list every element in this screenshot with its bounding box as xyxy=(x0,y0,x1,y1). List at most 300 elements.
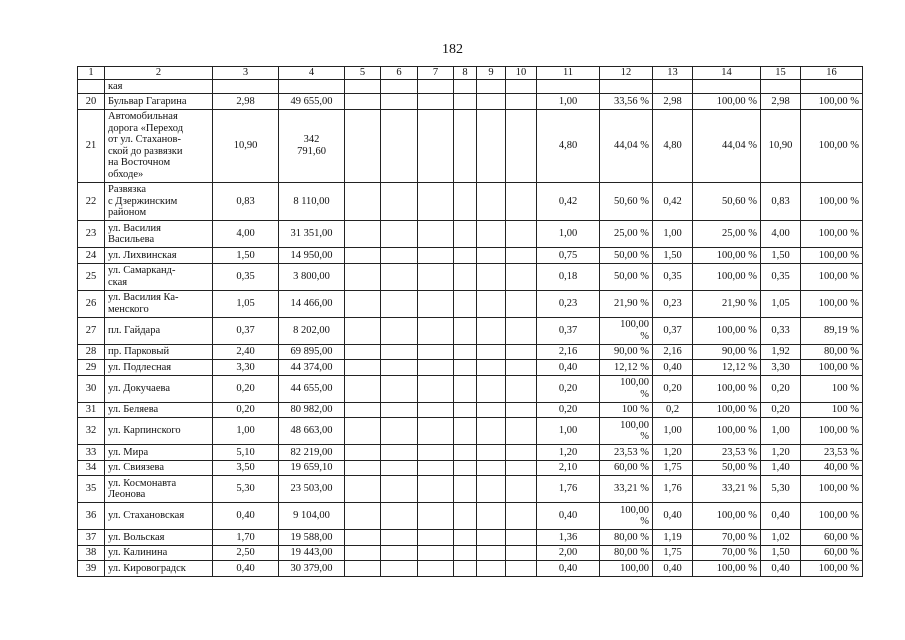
col-15-value: 1,92 xyxy=(761,344,801,360)
empty-cell xyxy=(477,344,506,360)
col-3-value: 0,40 xyxy=(213,503,279,530)
col-4-value: 8 110,00 xyxy=(279,182,345,221)
col-14-value: 100,00 % xyxy=(693,317,761,344)
empty-cell xyxy=(381,460,418,476)
empty-cell xyxy=(418,445,454,461)
continuation-row xyxy=(78,80,863,94)
col-16-value: 100,00 % xyxy=(801,360,863,376)
empty-cell xyxy=(477,402,506,418)
col-13-value: 1,00 xyxy=(653,418,693,445)
empty-cell xyxy=(345,476,381,503)
street-name: ул. Космонавта Леонова xyxy=(105,476,213,503)
col-14-value: 50,60 % xyxy=(693,182,761,221)
col-11-value: 0,42 xyxy=(537,182,600,221)
empty-cell xyxy=(345,418,381,445)
col-11-value: 0,23 xyxy=(537,290,600,317)
col-16-value: 100 % xyxy=(801,402,863,418)
table-row xyxy=(78,561,863,577)
empty-cell xyxy=(345,109,381,182)
col-13-value: 2,98 xyxy=(653,94,693,110)
empty-cell xyxy=(418,460,454,476)
col-4-value: 49 655,00 xyxy=(279,94,345,110)
col-3-value: 0,40 xyxy=(213,561,279,577)
column-header-1: 1 xyxy=(78,67,105,80)
col-12-value: 100,00 % xyxy=(600,375,653,402)
col-16-value: 100,00 % xyxy=(801,182,863,221)
empty-cell xyxy=(506,221,537,248)
col-16-value: 100,00 % xyxy=(801,263,863,290)
empty-cell xyxy=(506,182,537,221)
street-name: пр. Парковый xyxy=(105,344,213,360)
col-15-value: 4,00 xyxy=(761,221,801,248)
empty-cell xyxy=(506,263,537,290)
empty-cell xyxy=(418,263,454,290)
empty-cell xyxy=(454,290,477,317)
col-15-value: 1,20 xyxy=(761,445,801,461)
empty-cell xyxy=(537,80,600,94)
empty-cell xyxy=(454,182,477,221)
empty-cell xyxy=(213,80,279,94)
empty-cell xyxy=(454,460,477,476)
col-4-value: 342 791,60 xyxy=(279,109,345,182)
col-4-value: 23 503,00 xyxy=(279,476,345,503)
column-header-6: 6 xyxy=(381,67,418,80)
col-12-value: 100 % xyxy=(600,402,653,418)
col-15-value: 5,30 xyxy=(761,476,801,503)
empty-cell xyxy=(381,221,418,248)
col-13-value: 0,23 xyxy=(653,290,693,317)
col-14-value: 100,00 % xyxy=(693,263,761,290)
empty-cell xyxy=(418,561,454,577)
col-4-value: 31 351,00 xyxy=(279,221,345,248)
col-12-value: 50,00 % xyxy=(600,263,653,290)
row-number: 28 xyxy=(78,344,105,360)
col-12-value: 100,00 % xyxy=(600,317,653,344)
street-name: Автомобильная дорога «Переход от ул. Стаханов- ской до развязки на Восточном обходе» xyxy=(105,109,213,182)
col-16-value: 100,00 % xyxy=(801,418,863,445)
col-13-value: 0,40 xyxy=(653,360,693,376)
table-row xyxy=(78,360,863,376)
data-table xyxy=(77,66,863,577)
row-number: 20 xyxy=(78,94,105,110)
col-11-value: 1,76 xyxy=(537,476,600,503)
col-4-value: 19 659,10 xyxy=(279,460,345,476)
column-header-4: 4 xyxy=(279,67,345,80)
col-16-value: 40,00 % xyxy=(801,460,863,476)
empty-cell xyxy=(454,317,477,344)
col-13-value: 1,75 xyxy=(653,460,693,476)
col-11-value: 1,20 xyxy=(537,445,600,461)
empty-cell xyxy=(418,221,454,248)
col-16-value: 100,00 % xyxy=(801,290,863,317)
col-12-value: 12,12 % xyxy=(600,360,653,376)
table-row xyxy=(78,503,863,530)
row-number: 36 xyxy=(78,503,105,530)
empty-cell xyxy=(418,360,454,376)
col-14-value: 44,04 % xyxy=(693,109,761,182)
empty-cell xyxy=(345,402,381,418)
table-row xyxy=(78,317,863,344)
col-15-value: 0,40 xyxy=(761,503,801,530)
empty-cell xyxy=(477,263,506,290)
empty-cell xyxy=(454,418,477,445)
street-name: ул. Карпинского xyxy=(105,418,213,445)
empty-cell xyxy=(418,290,454,317)
col-15-value: 1,02 xyxy=(761,530,801,546)
column-header-16: 16 xyxy=(801,67,863,80)
col-15-value: 1,40 xyxy=(761,460,801,476)
col-15-value: 0,40 xyxy=(761,561,801,577)
empty-cell xyxy=(506,290,537,317)
table-row xyxy=(78,530,863,546)
col-12-value: 80,00 % xyxy=(600,530,653,546)
empty-cell xyxy=(381,530,418,546)
empty-cell xyxy=(454,503,477,530)
row-number: 37 xyxy=(78,530,105,546)
col-13-value: 2,16 xyxy=(653,344,693,360)
empty-cell xyxy=(345,263,381,290)
empty-cell xyxy=(345,530,381,546)
empty-cell xyxy=(600,80,653,94)
col-11-value: 1,00 xyxy=(537,94,600,110)
col-12-value: 44,04 % xyxy=(600,109,653,182)
empty-cell xyxy=(454,545,477,561)
col-4-value: 44 655,00 xyxy=(279,375,345,402)
col-3-value: 1,05 xyxy=(213,290,279,317)
col-12-value: 33,56 % xyxy=(600,94,653,110)
empty-cell xyxy=(506,80,537,94)
street-name: Развязка с Дзержинским районом xyxy=(105,182,213,221)
empty-cell xyxy=(418,109,454,182)
empty-cell xyxy=(653,80,693,94)
empty-cell xyxy=(418,248,454,264)
empty-cell xyxy=(381,248,418,264)
col-13-value: 1,19 xyxy=(653,530,693,546)
col-16-value: 100,00 % xyxy=(801,221,863,248)
empty-cell xyxy=(477,182,506,221)
col-12-value: 100,00 % xyxy=(600,418,653,445)
street-name: ул. Беляева xyxy=(105,402,213,418)
row-number: 29 xyxy=(78,360,105,376)
col-15-value: 0,20 xyxy=(761,402,801,418)
col-3-value: 1,70 xyxy=(213,530,279,546)
col-4-value: 44 374,00 xyxy=(279,360,345,376)
column-header-3: 3 xyxy=(213,67,279,80)
empty-cell xyxy=(345,221,381,248)
col-16-value: 80,00 % xyxy=(801,344,863,360)
empty-cell xyxy=(506,402,537,418)
col-3-value: 2,98 xyxy=(213,94,279,110)
empty-cell xyxy=(345,503,381,530)
col-11-value: 2,00 xyxy=(537,545,600,561)
empty-cell xyxy=(381,445,418,461)
empty-cell xyxy=(506,460,537,476)
col-14-value: 23,53 % xyxy=(693,445,761,461)
empty-cell xyxy=(477,503,506,530)
row-number: 21 xyxy=(78,109,105,182)
col-14-value: 100,00 % xyxy=(693,248,761,264)
empty-cell xyxy=(418,80,454,94)
col-16-value: 100,00 % xyxy=(801,248,863,264)
empty-cell xyxy=(477,445,506,461)
column-header-7: 7 xyxy=(418,67,454,80)
empty-cell xyxy=(381,561,418,577)
empty-cell xyxy=(345,317,381,344)
empty-cell xyxy=(381,375,418,402)
col-13-value: 0,20 xyxy=(653,375,693,402)
col-11-value: 0,20 xyxy=(537,402,600,418)
col-4-value: 19 443,00 xyxy=(279,545,345,561)
empty-cell xyxy=(761,80,801,94)
col-16-value: 100,00 % xyxy=(801,503,863,530)
empty-cell xyxy=(418,344,454,360)
col-16-value: 100,00 % xyxy=(801,94,863,110)
empty-cell xyxy=(454,530,477,546)
empty-cell xyxy=(477,476,506,503)
col-16-value: 100,00 % xyxy=(801,476,863,503)
col-14-value: 90,00 % xyxy=(693,344,761,360)
empty-cell xyxy=(477,375,506,402)
empty-cell xyxy=(477,530,506,546)
street-name: Бульвар Гагарина xyxy=(105,94,213,110)
col-14-value: 100,00 % xyxy=(693,561,761,577)
street-name: ул. Стахановская xyxy=(105,503,213,530)
empty-cell xyxy=(506,545,537,561)
empty-cell xyxy=(345,460,381,476)
column-header-2: 2 xyxy=(105,67,213,80)
empty-cell xyxy=(345,375,381,402)
empty-cell xyxy=(345,80,381,94)
row-number: 39 xyxy=(78,561,105,577)
empty-cell xyxy=(506,476,537,503)
empty-cell xyxy=(381,418,418,445)
row-number: 27 xyxy=(78,317,105,344)
col-14-value: 33,21 % xyxy=(693,476,761,503)
row-number: 31 xyxy=(78,402,105,418)
empty-cell xyxy=(381,109,418,182)
col-13-value: 0,40 xyxy=(653,503,693,530)
table-row xyxy=(78,263,863,290)
col-13-value: 0,40 xyxy=(653,561,693,577)
empty-cell xyxy=(418,418,454,445)
empty-cell xyxy=(454,360,477,376)
col-12-value: 25,00 % xyxy=(600,221,653,248)
row-number: 38 xyxy=(78,545,105,561)
empty-cell xyxy=(454,80,477,94)
col-16-value: 100,00 % xyxy=(801,561,863,577)
empty-cell xyxy=(454,375,477,402)
table-row xyxy=(78,545,863,561)
empty-cell xyxy=(506,94,537,110)
empty-cell xyxy=(477,360,506,376)
col-3-value: 2,50 xyxy=(213,545,279,561)
street-name: ул. Лихвинская xyxy=(105,248,213,264)
column-header-12: 12 xyxy=(600,67,653,80)
col-16-value: 89,19 % xyxy=(801,317,863,344)
col-15-value: 1,00 xyxy=(761,418,801,445)
col-14-value: 100,00 % xyxy=(693,375,761,402)
col-3-value: 0,20 xyxy=(213,375,279,402)
street-name: ул. Василия Васильева xyxy=(105,221,213,248)
col-12-value: 21,90 % xyxy=(600,290,653,317)
street-name: ул. Вольская xyxy=(105,530,213,546)
col-13-value: 1,50 xyxy=(653,248,693,264)
empty-cell xyxy=(506,503,537,530)
column-header-9: 9 xyxy=(477,67,506,80)
col-4-value: 14 466,00 xyxy=(279,290,345,317)
table-row xyxy=(78,109,863,182)
empty-cell xyxy=(345,360,381,376)
col-14-value: 12,12 % xyxy=(693,360,761,376)
column-header-14: 14 xyxy=(693,67,761,80)
col-4-value: 19 588,00 xyxy=(279,530,345,546)
empty-cell xyxy=(506,109,537,182)
empty-cell xyxy=(418,503,454,530)
table-row xyxy=(78,344,863,360)
empty-cell xyxy=(381,263,418,290)
col-12-value: 23,53 % xyxy=(600,445,653,461)
col-16-value: 60,00 % xyxy=(801,545,863,561)
column-header-15: 15 xyxy=(761,67,801,80)
col-12-value: 90,00 % xyxy=(600,344,653,360)
street-name: ул. Кировоградск xyxy=(105,561,213,577)
col-11-value: 1,00 xyxy=(537,221,600,248)
row-number: 35 xyxy=(78,476,105,503)
col-13-value: 0,42 xyxy=(653,182,693,221)
col-3-value: 0,35 xyxy=(213,263,279,290)
col-16-value: 23,53 % xyxy=(801,445,863,461)
table-row xyxy=(78,182,863,221)
row-number: 34 xyxy=(78,460,105,476)
col-13-value: 1,00 xyxy=(653,221,693,248)
col-11-value: 2,10 xyxy=(537,460,600,476)
col-14-value: 50,00 % xyxy=(693,460,761,476)
col-11-value: 1,36 xyxy=(537,530,600,546)
col-15-value: 0,35 xyxy=(761,263,801,290)
col-4-value: 30 379,00 xyxy=(279,561,345,577)
col-3-value: 0,37 xyxy=(213,317,279,344)
table-row xyxy=(78,248,863,264)
street-name: пл. Гайдара xyxy=(105,317,213,344)
empty-cell xyxy=(506,530,537,546)
col-4-value: 3 800,00 xyxy=(279,263,345,290)
col-15-value: 2,98 xyxy=(761,94,801,110)
col-11-value: 0,37 xyxy=(537,317,600,344)
empty-cell xyxy=(477,418,506,445)
col-12-value: 50,00 % xyxy=(600,248,653,264)
empty-cell xyxy=(477,317,506,344)
empty-cell xyxy=(477,80,506,94)
col-3-value: 3,50 xyxy=(213,460,279,476)
col-14-value: 25,00 % xyxy=(693,221,761,248)
col-4-value: 9 104,00 xyxy=(279,503,345,530)
col-14-value: 21,90 % xyxy=(693,290,761,317)
col-11-value: 0,18 xyxy=(537,263,600,290)
col-12-value: 33,21 % xyxy=(600,476,653,503)
table-row xyxy=(78,94,863,110)
street-name: ул. Свиязева xyxy=(105,460,213,476)
empty-cell xyxy=(506,418,537,445)
empty-cell xyxy=(454,263,477,290)
column-header-10: 10 xyxy=(506,67,537,80)
empty-cell xyxy=(345,545,381,561)
col-4-value: 48 663,00 xyxy=(279,418,345,445)
empty-cell xyxy=(477,221,506,248)
column-header-8: 8 xyxy=(454,67,477,80)
empty-cell xyxy=(381,344,418,360)
empty-cell xyxy=(454,561,477,577)
col-3-value: 1,00 xyxy=(213,418,279,445)
header-row xyxy=(78,67,863,80)
empty-cell xyxy=(801,80,863,94)
col-13-value: 0,37 xyxy=(653,317,693,344)
row-number: 22 xyxy=(78,182,105,221)
col-15-value: 10,90 xyxy=(761,109,801,182)
col-11-value: 2,16 xyxy=(537,344,600,360)
empty-cell xyxy=(418,317,454,344)
table-row xyxy=(78,221,863,248)
col-13-value: 0,2 xyxy=(653,402,693,418)
empty-cell xyxy=(454,109,477,182)
col-11-value: 0,75 xyxy=(537,248,600,264)
empty-cell xyxy=(381,360,418,376)
empty-cell xyxy=(345,445,381,461)
row-number: 32 xyxy=(78,418,105,445)
col-12-value: 100,00 xyxy=(600,561,653,577)
col-13-value: 0,35 xyxy=(653,263,693,290)
col-14-value: 100,00 % xyxy=(693,503,761,530)
col-14-value: 70,00 % xyxy=(693,530,761,546)
col-16-value: 60,00 % xyxy=(801,530,863,546)
col-15-value: 1,50 xyxy=(761,248,801,264)
page-number: 182 xyxy=(442,42,463,57)
empty-cell xyxy=(693,80,761,94)
empty-cell xyxy=(418,182,454,221)
empty-cell xyxy=(477,460,506,476)
empty-cell xyxy=(454,402,477,418)
col-13-value: 1,75 xyxy=(653,545,693,561)
col-11-value: 0,40 xyxy=(537,360,600,376)
empty-cell xyxy=(345,248,381,264)
col-3-value: 3,30 xyxy=(213,360,279,376)
col-11-value: 1,00 xyxy=(537,418,600,445)
col-4-value: 8 202,00 xyxy=(279,317,345,344)
continuation-text: кая xyxy=(105,80,213,94)
col-16-value: 100 % xyxy=(801,375,863,402)
empty-cell xyxy=(381,94,418,110)
col-3-value: 1,50 xyxy=(213,248,279,264)
empty-cell xyxy=(381,503,418,530)
empty-cell xyxy=(454,476,477,503)
empty-cell xyxy=(477,561,506,577)
col-15-value: 0,20 xyxy=(761,375,801,402)
col-4-value: 14 950,00 xyxy=(279,248,345,264)
empty-cell xyxy=(418,375,454,402)
empty-cell xyxy=(381,402,418,418)
empty-cell xyxy=(506,561,537,577)
empty-cell xyxy=(418,402,454,418)
col-3-value: 0,20 xyxy=(213,402,279,418)
row-number: 33 xyxy=(78,445,105,461)
col-14-value: 70,00 % xyxy=(693,545,761,561)
empty-cell xyxy=(418,476,454,503)
empty-cell xyxy=(477,94,506,110)
table-row xyxy=(78,402,863,418)
street-name: ул. Василия Ка- менского xyxy=(105,290,213,317)
col-3-value: 2,40 xyxy=(213,344,279,360)
col-14-value: 100,00 % xyxy=(693,94,761,110)
empty-cell xyxy=(477,248,506,264)
